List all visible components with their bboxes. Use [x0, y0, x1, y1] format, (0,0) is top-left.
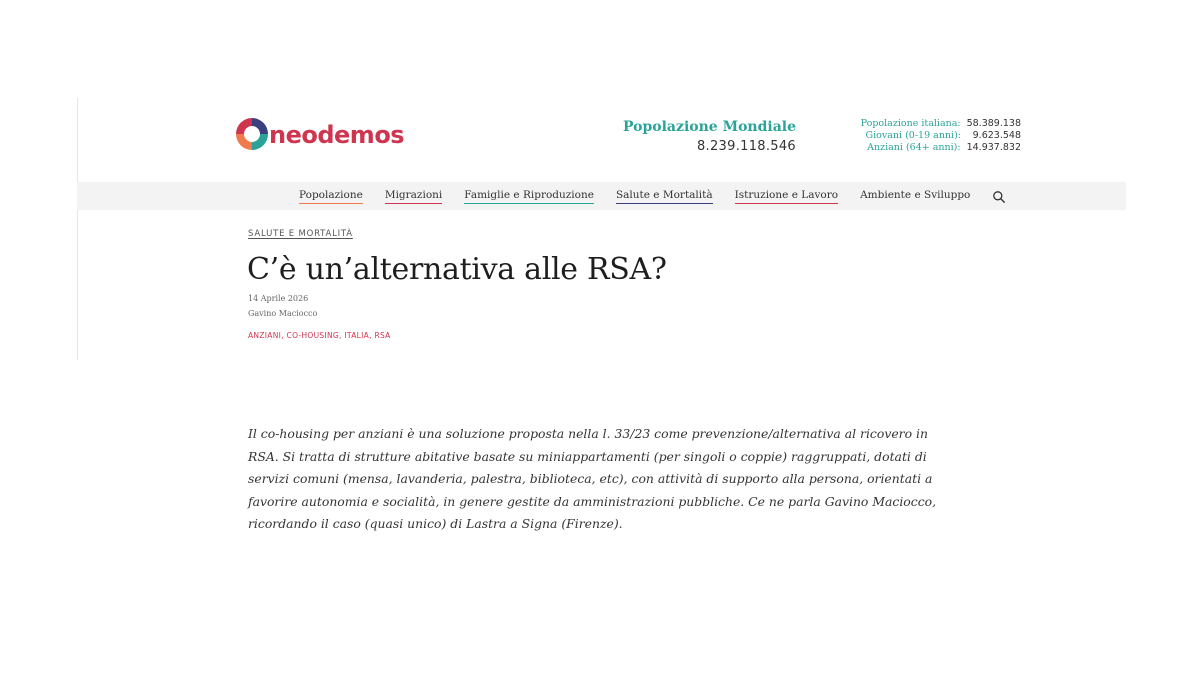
stat-value: 58.389.138	[966, 118, 1021, 129]
stat-row	[861, 142, 1021, 154]
search-icon[interactable]	[992, 189, 1006, 203]
nav-item-migrazioni[interactable]: Migrazioni	[385, 189, 442, 204]
nav-item-popolazione[interactable]: Popolazione	[299, 189, 363, 204]
stat-label: Anziani (64+ anni):	[867, 142, 961, 153]
article-tags	[248, 331, 391, 340]
tag-link[interactable]: CO-HOUSING	[286, 331, 340, 340]
nav-item-ambiente-e-sviluppo[interactable]: Ambiente e Sviluppo	[860, 188, 971, 201]
main-nav	[77, 182, 1126, 210]
nav-item-famiglie-e-riproduzione[interactable]: Famiglie e Riproduzione	[464, 189, 594, 204]
logo-wordmark: neodemos	[269, 121, 405, 149]
article-lead: Il co-housing per anziani è una soluzione proposta nella l. 33/23 come prevenzione/alternativa al ricovero in RSA. Si tratta di strutture abitative basate su miniappartamenti (per singoli o coppie) raggruppati, dotati di servizi comuni (mensa, lavanderia, palestra, biblioteca, etc), con attività di supporto alla persona, orientati a favorire autonomia e socialità, in genere gestite da amministrazioni pubbliche. Ce ne parla Gavino Maciocco, ricordando il caso (quasi unico) di Lastra a Signa (Firenze).	[248, 426, 937, 531]
page-left-rule	[77, 98, 78, 360]
article-title: C’è un’alternativa alle RSA?	[247, 252, 667, 287]
stat-value: 9.623.548	[972, 130, 1021, 141]
main-nav-items	[299, 182, 1006, 210]
tag-separator: ,	[339, 331, 345, 340]
stat-label: Popolazione italiana:	[860, 118, 961, 129]
article-date: 14 Aprile 2026	[248, 294, 309, 303]
article-category-link[interactable]: SALUTE E MORTALITÀ	[248, 229, 353, 239]
tag-link[interactable]: RSA	[374, 331, 391, 340]
tag-separator: ,	[281, 331, 287, 340]
site-logo[interactable]	[235, 112, 404, 158]
italy-population-stats	[861, 118, 1021, 154]
stat-label: Giovani (0-19 anni):	[865, 130, 961, 141]
stat-value: 14.937.832	[966, 142, 1021, 153]
world-population-title: Popolazione Mondiale	[623, 119, 796, 135]
stat-row	[861, 130, 1021, 142]
nav-item-istruzione-e-lavoro[interactable]: Istruzione e Lavoro	[735, 189, 838, 204]
nav-item-salute-e-mortalita[interactable]: Salute e Mortalità	[616, 189, 713, 204]
stat-row	[861, 118, 1021, 130]
tag-separator: ,	[369, 331, 375, 340]
article-author: Gavino Maciocco	[248, 309, 318, 318]
logo-mark-icon	[235, 112, 269, 158]
world-population-value: 8.239.118.546	[696, 139, 796, 154]
world-population-counter	[623, 118, 796, 156]
tag-link[interactable]: ANZIANI	[248, 331, 282, 340]
tag-link[interactable]: ITALIA	[344, 331, 370, 340]
